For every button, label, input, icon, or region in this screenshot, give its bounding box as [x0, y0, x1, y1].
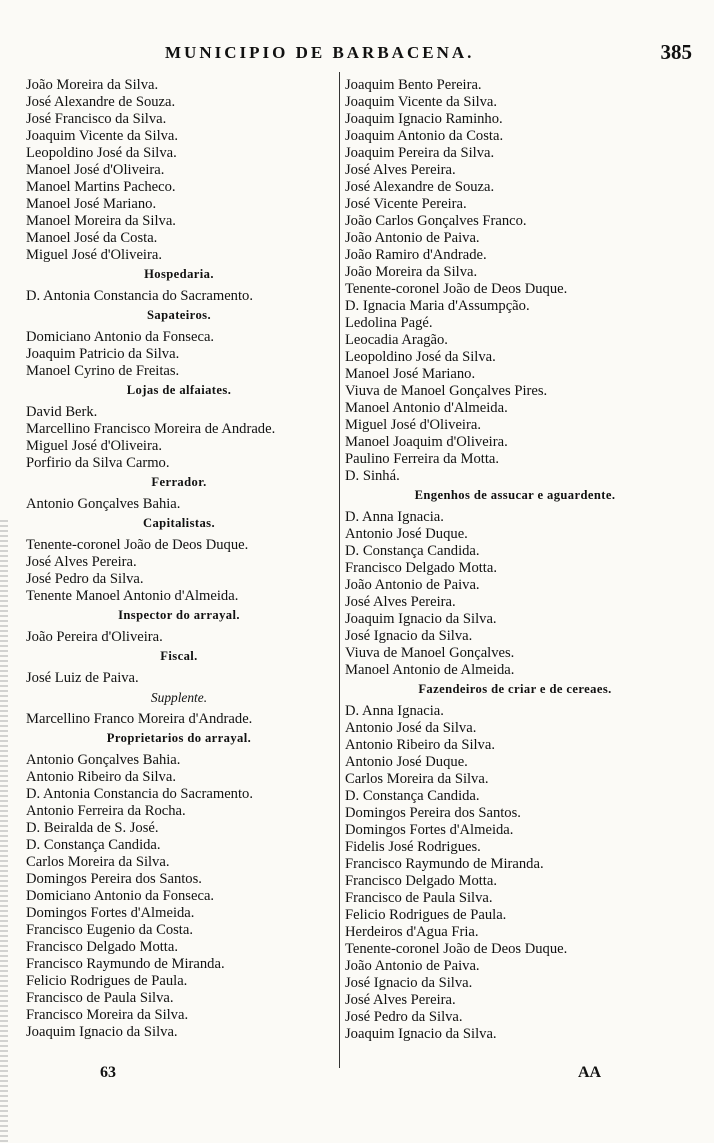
list-entry: José Alexandre de Souza.: [345, 179, 495, 195]
right-column: [345, 77, 685, 1043]
list-entry: D. Constança Candida.: [345, 788, 480, 804]
list-entry: D. Sinhá.: [345, 468, 400, 484]
list-entry: José Alves Pereira.: [26, 554, 137, 570]
list-entry: Marcellino Francisco Moreira de Andrade.: [26, 421, 276, 437]
list-entry: Manoel Joaquim d'Oliveira.: [345, 434, 508, 450]
list-entry: Francisco Eugenio da Costa.: [26, 922, 193, 938]
left-column: [26, 77, 332, 1041]
list-entry: Francisco Raymundo de Miranda.: [26, 956, 225, 972]
section-heading: Hospedaria.: [144, 267, 214, 281]
section-heading: Fiscal.: [160, 649, 198, 663]
list-entry: Joaquim Ignacio da Silva.: [345, 1026, 497, 1042]
list-entry: Antonio Ribeiro da Silva.: [26, 769, 176, 785]
section-heading: Sapateiros.: [147, 308, 211, 322]
binding-edge: [0, 520, 8, 1143]
list-entry: D. Anna Ignacia.: [345, 509, 444, 525]
list-entry: Ledolina Pagé.: [345, 315, 433, 331]
column-rule: [339, 72, 340, 1068]
list-entry: Fidelis José Rodrigues.: [345, 839, 481, 855]
list-entry: Joaquim Ignacio Raminho.: [345, 111, 503, 127]
list-entry: Porfirio da Silva Carmo.: [26, 455, 170, 471]
list-entry: Joaquim Pereira da Silva.: [345, 145, 495, 161]
list-entry: D. Antonia Constancia do Sacramento.: [26, 288, 253, 304]
list-entry: Leopoldino José da Silva.: [26, 145, 177, 161]
list-entry: Antonio Ferreira da Rocha.: [26, 803, 186, 819]
list-entry: D. Constança Candida.: [345, 543, 480, 559]
list-entry: Antonio José da Silva.: [345, 720, 477, 736]
list-entry: Domingos Fortes d'Almeida.: [26, 905, 195, 921]
list-entry: Manoel Moreira da Silva.: [26, 213, 176, 229]
list-entry: Francisco Delgado Motta.: [345, 560, 497, 576]
list-entry: Carlos Moreira da Silva.: [26, 854, 170, 870]
list-entry: Domingos Fortes d'Almeida.: [345, 822, 514, 838]
list-entry: Carlos Moreira da Silva.: [345, 771, 489, 787]
list-entry: Joaquim Vicente da Silva.: [345, 94, 498, 110]
list-entry: D. Anna Ignacia.: [345, 703, 444, 719]
section-subheading: Supplente.: [150, 690, 208, 705]
list-entry: Francisco de Paula Silva.: [26, 990, 174, 1006]
list-entry: Joaquim Bento Pereira.: [345, 77, 482, 93]
list-entry: José Ignacio da Silva.: [345, 628, 473, 644]
list-entry: José Vicente Pereira.: [345, 196, 467, 212]
list-entry: D. Antonia Constancia do Sacramento.: [26, 786, 253, 802]
list-entry: Tenente Manoel Antonio d'Almeida.: [26, 588, 239, 604]
list-entry: João Pereira d'Oliveira.: [26, 629, 163, 645]
list-entry: Manoel José da Costa.: [26, 230, 158, 246]
list-entry: Miguel José d'Oliveira.: [345, 417, 481, 433]
list-entry: João Ramiro d'Andrade.: [345, 247, 487, 263]
list-entry: Francisco Delgado Motta.: [26, 939, 178, 955]
section-heading: Lojas de alfaiates.: [126, 383, 232, 397]
list-entry: David Berk.: [26, 404, 98, 420]
list-entry: João Moreira da Silva.: [345, 264, 478, 280]
list-entry: João Moreira da Silva.: [26, 77, 159, 93]
list-entry: Manoel Martins Pacheco.: [26, 179, 176, 195]
signature-mark: 63: [100, 1064, 116, 1081]
list-entry: Manoel Antonio d'Almeida.: [345, 400, 508, 416]
list-entry: Joaquim Ignacio da Silva.: [26, 1024, 178, 1040]
list-entry: José Alves Pereira.: [345, 162, 456, 178]
list-entry: Domiciano Antonio da Fonseca.: [26, 888, 215, 904]
section-heading: Inspector do arrayal.: [118, 608, 240, 622]
list-entry: Antonio José Duque.: [345, 526, 468, 542]
list-entry: Leocadia Aragão.: [345, 332, 448, 348]
list-entry: José Pedro da Silva.: [26, 571, 144, 587]
list-entry: José Pedro da Silva.: [345, 1009, 463, 1025]
list-entry: Manoel José Mariano.: [26, 196, 157, 212]
list-entry: Joaquim Patricio da Silva.: [26, 346, 180, 362]
list-entry: Manoel Cyrino de Freitas.: [26, 363, 180, 379]
list-entry: Joaquim Vicente da Silva.: [26, 128, 179, 144]
list-entry: Tenente-coronel João de Deos Duque.: [26, 537, 249, 553]
list-entry: Felicio Rodrigues de Paula.: [345, 907, 507, 923]
list-entry: José Ignacio da Silva.: [345, 975, 473, 991]
list-entry: Manoel Antonio de Almeida.: [345, 662, 515, 678]
section-heading: Capitalistas.: [142, 516, 216, 530]
list-entry: Viuva de Manoel Gonçalves Pires.: [345, 383, 548, 399]
section-heading: Proprietarios do arrayal.: [106, 731, 252, 745]
list-entry: João Antonio de Paiva.: [345, 577, 480, 593]
list-entry: Francisco de Paula Silva.: [345, 890, 493, 906]
list-entry: João Antonio de Paiva.: [345, 230, 480, 246]
list-entry: D. Constança Candida.: [26, 837, 161, 853]
list-entry: Antonio Gonçalves Bahia.: [26, 752, 181, 768]
list-entry: Paulino Ferreira da Motta.: [345, 451, 500, 467]
sheet-mark: AA: [578, 1064, 602, 1081]
list-entry: Francisco Raymundo de Miranda.: [345, 856, 544, 872]
list-entry: D. Beiralda de S. José.: [26, 820, 159, 836]
list-entry: José Luiz de Paiva.: [26, 670, 139, 686]
list-entry: Felicio Rodrigues de Paula.: [26, 973, 188, 989]
list-entry: João Carlos Gonçalves Franco.: [345, 213, 527, 229]
list-entry: Manoel José Mariano.: [345, 366, 476, 382]
list-entry: Joaquim Antonio da Costa.: [345, 128, 504, 144]
section-heading: Engenhos de assucar e aguardente.: [414, 488, 616, 502]
list-entry: Tenente-coronel João de Deos Duque.: [345, 281, 568, 297]
list-entry: José Alves Pereira.: [345, 992, 456, 1008]
list-entry: Antonio José Duque.: [345, 754, 468, 770]
list-entry: José Alves Pereira.: [345, 594, 456, 610]
page-number: 385: [660, 40, 692, 64]
list-entry: Antonio Ribeiro da Silva.: [345, 737, 495, 753]
list-entry: Domingos Pereira dos Santos.: [345, 805, 521, 821]
list-entry: Domiciano Antonio da Fonseca.: [26, 329, 215, 345]
list-entry: Joaquim Ignacio da Silva.: [345, 611, 497, 627]
list-entry: Miguel José d'Oliveira.: [26, 247, 162, 263]
list-entry: Marcellino Franco Moreira d'Andrade.: [26, 711, 253, 727]
running-head: MUNICIPIO DE BARBACENA.: [165, 43, 475, 62]
list-entry: Manoel José d'Oliveira.: [26, 162, 165, 178]
list-entry: Miguel José d'Oliveira.: [26, 438, 162, 454]
list-entry: Francisco Delgado Motta.: [345, 873, 497, 889]
list-entry: José Alexandre de Souza.: [26, 94, 176, 110]
section-heading: Fazendeiros de criar e de cereaes.: [418, 682, 612, 696]
list-entry: Tenente-coronel João de Deos Duque.: [345, 941, 568, 957]
list-entry: Francisco Moreira da Silva.: [26, 1007, 189, 1023]
section-heading: Ferrador.: [151, 475, 207, 489]
list-entry: José Francisco da Silva.: [26, 111, 167, 127]
list-entry: Leopoldino José da Silva.: [345, 349, 496, 365]
list-entry: Domingos Pereira dos Santos.: [26, 871, 202, 887]
list-entry: Herdeiros d'Agua Fria.: [345, 924, 479, 940]
list-entry: Antonio Gonçalves Bahia.: [26, 496, 181, 512]
list-entry: João Antonio de Paiva.: [345, 958, 480, 974]
list-entry: D. Ignacia Maria d'Assumpção.: [345, 298, 530, 314]
list-entry: Viuva de Manoel Gonçalves.: [345, 645, 515, 661]
